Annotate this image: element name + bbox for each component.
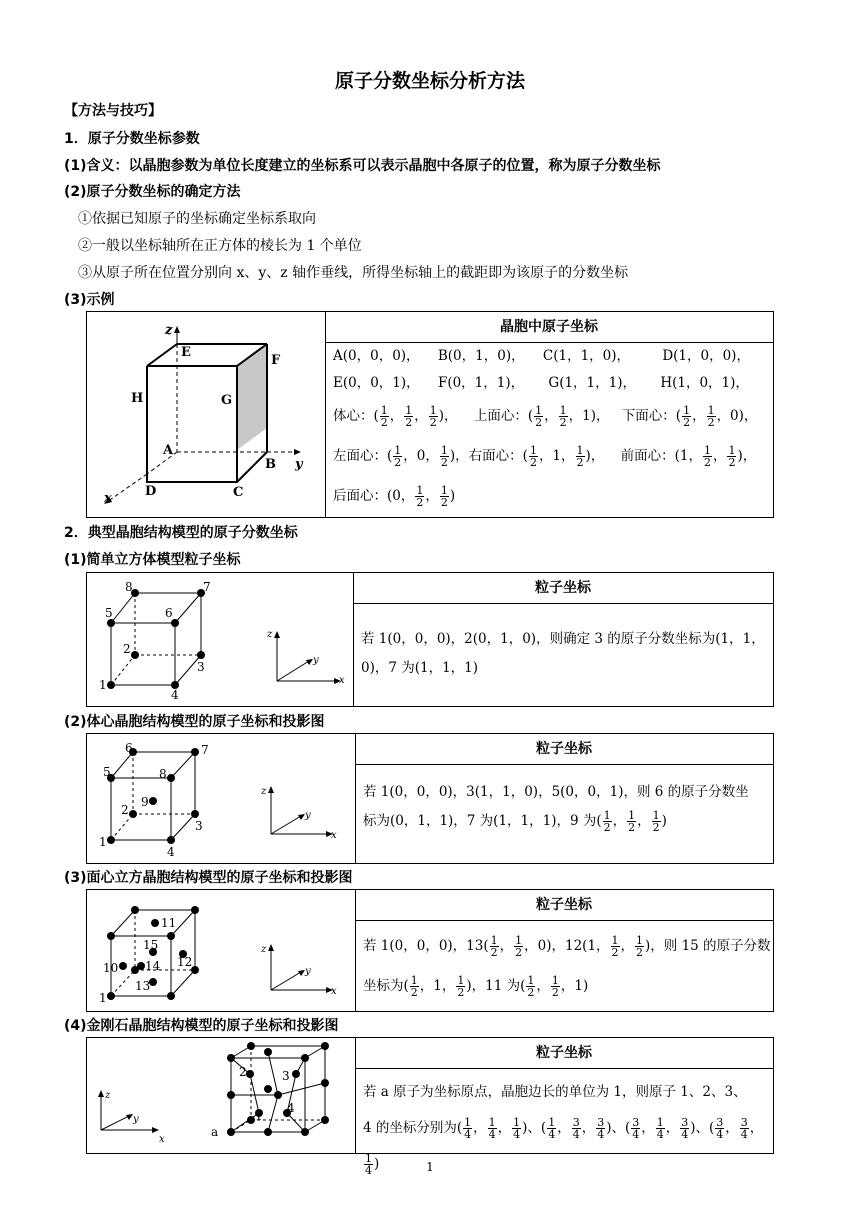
sub-heading-3: (3)面心立方晶胞结构模型的原子坐标和投影图: [64, 870, 353, 886]
label-B: B: [265, 457, 276, 472]
coords-row-3: 体心：( $\frac{1}{2}$ ， $\frac{1}{2}$ ， $\frac{1}{2}$ )， 上面心：( $\frac{1}{2}$ ， $\frac{1}{2}$ ，1)， 下面心：( $\frac{1}{2}$ ， $\frac{1}{2}$ ，0)，: [333, 404, 758, 429]
section-header: 【方法与技巧】: [64, 103, 162, 119]
svg-text:z: z: [261, 944, 267, 955]
svg-text:4: 4: [167, 845, 175, 859]
svg-text:z: z: [105, 1090, 111, 1101]
fraction: $\frac{1}{4}$: [488, 1116, 496, 1141]
fraction: $\frac{1}{2}$: [576, 444, 584, 469]
fraction: $\frac{1}{2}$: [603, 809, 611, 834]
face-centered-figure-cell: [87, 890, 356, 1011]
method-heading: (2)原子分数坐标的确定方法: [64, 184, 241, 200]
cube-figure-cell: [87, 312, 326, 517]
label-D: D: [145, 484, 157, 499]
bottom-center-label: 下面心：: [621, 408, 676, 424]
label-E: E: [181, 345, 191, 360]
svg-text:6: 6: [165, 606, 173, 620]
left-center-label: 左面心：: [333, 448, 387, 464]
t3-line-1: 若 1(0，0，0)，13( $\frac{1}{2}$ ， $\frac{1}{2}$ ，0)，12(1， $\frac{1}{2}$ ， $\frac{1}{2}$ )，则 15 的原子分数: [363, 934, 771, 959]
svg-text:3: 3: [197, 660, 205, 674]
sub-heading-4: (4)金刚石晶胞结构模型的原子坐标和投影图: [64, 1018, 339, 1034]
fraction: $\frac{1}{2}$: [551, 974, 559, 999]
front-center-label: 前面心：: [620, 448, 675, 464]
step-1: ①依据已知原子的坐标确定坐标系取向: [78, 211, 316, 227]
svg-text:z: z: [261, 786, 267, 797]
coord-G: G(1，1，1)，: [548, 375, 637, 391]
fraction: $\frac{1}{2}$: [535, 404, 543, 429]
fraction: $\frac{1}{2}$: [429, 404, 437, 429]
step-3: ③从原子所在位置分别向 x、y、z 轴作垂线，所得坐标轴上的截距即为该原子的分数坐标: [78, 265, 629, 281]
face-centered-diagram: [87, 890, 355, 1011]
fraction: $\frac{3}{4}$: [681, 1116, 689, 1141]
fraction: $\frac{1}{2}$: [394, 444, 402, 469]
label-x: x: [104, 491, 112, 506]
body-centered-figure-cell: [87, 734, 356, 863]
svg-text:x: x: [331, 830, 337, 841]
fraction: $\frac{1}{4}$: [365, 1152, 372, 1177]
fraction: $\frac{1}{4}$: [656, 1116, 664, 1141]
fraction: $\frac{1}{2}$: [440, 444, 448, 469]
coord-H: H(1，0，1)，: [660, 375, 749, 391]
step-2: ②一般以坐标轴所在正方体的棱长为 1 个单位: [78, 238, 362, 254]
fraction: $\frac{3}{4}$: [632, 1116, 640, 1141]
fraction: $\frac{1}{2}$: [683, 404, 691, 429]
svg-text:9: 9: [141, 795, 149, 809]
heading-1: 1．原子分数坐标参数: [64, 131, 200, 147]
fraction: $\frac{1}{2}$: [559, 404, 567, 429]
simple-cubic-text: [361, 625, 771, 683]
svg-text:2: 2: [239, 1065, 247, 1079]
fraction: $\frac{1}{2}$: [703, 444, 711, 469]
diamond-diagram: [87, 1038, 355, 1153]
svg-text:a: a: [211, 1125, 219, 1139]
svg-text:2: 2: [121, 803, 129, 817]
page-number: 1: [426, 1160, 434, 1174]
example-table: [86, 311, 774, 518]
label-G: G: [221, 393, 233, 408]
face-centered-table: [86, 889, 774, 1012]
svg-text:y: y: [313, 655, 319, 666]
fraction: $\frac{1}{2}$: [490, 934, 498, 959]
t1-line-1: 若 1(0，0，0)，2(0，1，0)，则确定 3 的原子分数坐标为(1，1，: [361, 631, 765, 647]
svg-text:1: 1: [99, 835, 107, 849]
svg-text:14: 14: [145, 959, 161, 973]
particle-header-2: 粒子坐标: [355, 734, 773, 765]
fraction: $\frac{1}{2}$: [380, 404, 388, 429]
t3-line-2: 坐标为( $\frac{1}{2}$ ，1， $\frac{1}{2}$ )，11 为( $\frac{1}{2}$ ， $\frac{1}{2}$ ，1): [363, 974, 589, 999]
label-C: C: [233, 485, 244, 500]
svg-text:6: 6: [125, 741, 133, 755]
label-z: z: [165, 323, 173, 338]
body-centered-diagram: [87, 734, 355, 863]
simple-cubic-diagram: [87, 573, 353, 706]
coord-E: E(0，0，1)，: [333, 375, 420, 391]
svg-text:z: z: [267, 629, 273, 640]
label-F: F: [271, 353, 281, 368]
svg-text:11: 11: [161, 916, 177, 930]
label-H: H: [131, 391, 144, 406]
svg-text:5: 5: [103, 765, 111, 779]
t2-line-2: 标为(0，1，1)，7 为(1，1，1)，9 为( $\frac{1}{2}$ ， $\frac{1}{2}$ ， $\frac{1}{2}$ ): [363, 809, 667, 834]
svg-text:3: 3: [195, 819, 203, 833]
svg-text:x: x: [339, 675, 345, 686]
labeled-cube-diagram: [87, 312, 325, 517]
svg-text:3: 3: [282, 1069, 290, 1083]
svg-text:1: 1: [99, 678, 107, 692]
fraction: $\frac{1}{2}$: [707, 404, 715, 429]
svg-text:x: x: [331, 986, 337, 997]
svg-text:12: 12: [177, 955, 193, 969]
svg-text:y: y: [305, 810, 311, 821]
svg-text:4: 4: [171, 688, 179, 702]
fraction: $\frac{1}{2}$: [652, 809, 660, 834]
label-A: A: [163, 443, 174, 458]
example-heading: (3)示例: [64, 292, 115, 308]
fraction: $\frac{1}{2}$: [611, 934, 619, 959]
coord-C: C(1，1，0)，: [542, 348, 631, 364]
right-center-label: 右面心：: [468, 448, 523, 464]
example-coords: [333, 342, 769, 516]
particle-header-3: 粒子坐标: [355, 890, 773, 921]
t4-line-2: 4 的坐标分别为( $\frac{1}{4}$ ， $\frac{1}{4}$ ， $\frac{1}{4}$ )、( $\frac{1}{4}$ ， $\frac{3}{4}$ ， $\frac{3}{4}$ )、( $\frac{3}{4}$ ， $\frac{1}{4}$ ， $\frac{3}{4}$ )、( $\frac{3}{4}$ ， $\frac{3}{4}$ ， $\frac{1}{4}$ ): [363, 1116, 764, 1177]
coord-D: D(1，0，0)，: [662, 348, 750, 364]
page-title: 原子分数坐标分析方法: [334, 70, 525, 92]
coords-row-5: 后面心：(0， $\frac{1}{2}$ ， $\frac{1}{2}$ ): [333, 484, 456, 509]
fraction: $\frac{3}{4}$: [597, 1116, 605, 1141]
body-center-label: 体心：: [333, 408, 374, 424]
svg-text:7: 7: [201, 743, 209, 757]
fraction: $\frac{3}{4}$: [740, 1116, 748, 1141]
fraction: $\frac{1}{4}$: [464, 1116, 472, 1141]
sub-heading-1: (1)简单立方体模型粒子坐标: [64, 552, 241, 568]
simple-cubic-table: [86, 572, 774, 707]
fraction: $\frac{1}{2}$: [416, 484, 424, 509]
svg-text:x: x: [159, 1134, 165, 1145]
coord-A: A(0，0，0)，: [333, 348, 420, 364]
fraction: $\frac{1}{2}$: [529, 444, 537, 469]
svg-text:y: y: [305, 966, 311, 977]
svg-text:2: 2: [123, 642, 131, 656]
face-centered-text: [363, 926, 771, 1006]
svg-text:1: 1: [255, 1109, 263, 1123]
svg-text:13: 13: [135, 979, 151, 993]
diamond-figure-cell: [87, 1038, 356, 1153]
body-centered-text: [363, 778, 771, 836]
fraction: $\frac{1}{2}$: [440, 484, 448, 509]
t4-line-1: 若 a 原子为坐标原点，晶胞边长的单位为 1，则原子 1、2、3、: [363, 1084, 747, 1100]
fraction: $\frac{3}{4}$: [716, 1116, 724, 1141]
fraction: $\frac{1}{4}$: [548, 1116, 556, 1141]
body-centered-table: [86, 733, 774, 864]
fraction: $\frac{3}{4}$: [572, 1116, 580, 1141]
svg-text:8: 8: [125, 580, 133, 594]
fraction: $\frac{1}{2}$: [728, 444, 736, 469]
svg-text:1: 1: [99, 991, 107, 1005]
example-table-header: 晶胞中原子坐标: [325, 312, 773, 343]
diamond-table: [86, 1037, 774, 1177]
definition-text: [64, 155, 661, 175]
fraction: $\frac{1}{4}$: [513, 1116, 521, 1141]
svg-text:4: 4: [287, 1101, 295, 1115]
heading-2: 2．典型晶胞结构模型的原子分数坐标: [64, 525, 298, 541]
svg-text:5: 5: [105, 606, 113, 620]
fraction: $\frac{1}{2}$: [457, 974, 465, 999]
definition: (1)含义：以晶胞参数为单位长度建立的坐标系可以表示晶胞中各原子的位置，称为原子分数坐标: [64, 158, 661, 174]
fraction: $\frac{1}{2}$: [515, 934, 523, 959]
svg-text:8: 8: [159, 767, 167, 781]
t2-line-1: 若 1(0，0，0)，3(1，1，0)，5(0，0，1)，则 6 的原子分数坐: [363, 784, 749, 800]
label-y: y: [295, 457, 303, 472]
fraction: $\frac{1}{2}$: [527, 974, 535, 999]
simple-cubic-figure-cell: [87, 573, 354, 706]
fraction: $\frac{1}{2}$: [410, 974, 418, 999]
fraction: $\frac{1}{2}$: [405, 404, 413, 429]
fraction: $\frac{1}{2}$: [628, 809, 636, 834]
back-center-label: 后面心：: [333, 488, 387, 504]
coord-F: F(0，1，1)，: [437, 375, 525, 391]
svg-text:15: 15: [143, 938, 159, 952]
coord-B: B(0，1，0)，: [437, 348, 525, 364]
particle-header-1: 粒子坐标: [353, 573, 773, 604]
svg-text:7: 7: [203, 580, 211, 594]
svg-text:10: 10: [103, 961, 119, 975]
particle-header-4: 粒子坐标: [355, 1038, 773, 1069]
sub-heading-2: (2)体心晶胞结构模型的原子坐标和投影图: [64, 714, 325, 730]
svg-text:y: y: [133, 1114, 139, 1125]
top-center-label: 上面心：: [473, 408, 528, 424]
coords-row-4: 左面心：( $\frac{1}{2}$ ，0， $\frac{1}{2}$ )，右面心：( $\frac{1}{2}$ ，1， $\frac{1}{2}$ )， 前面心：(1， $\frac{1}{2}$ ， $\frac{1}{2}$ )，: [333, 444, 757, 469]
fraction: $\frac{1}{2}$: [636, 934, 644, 959]
t1-line-2: 0)，7 为(1，1，1): [361, 660, 479, 676]
